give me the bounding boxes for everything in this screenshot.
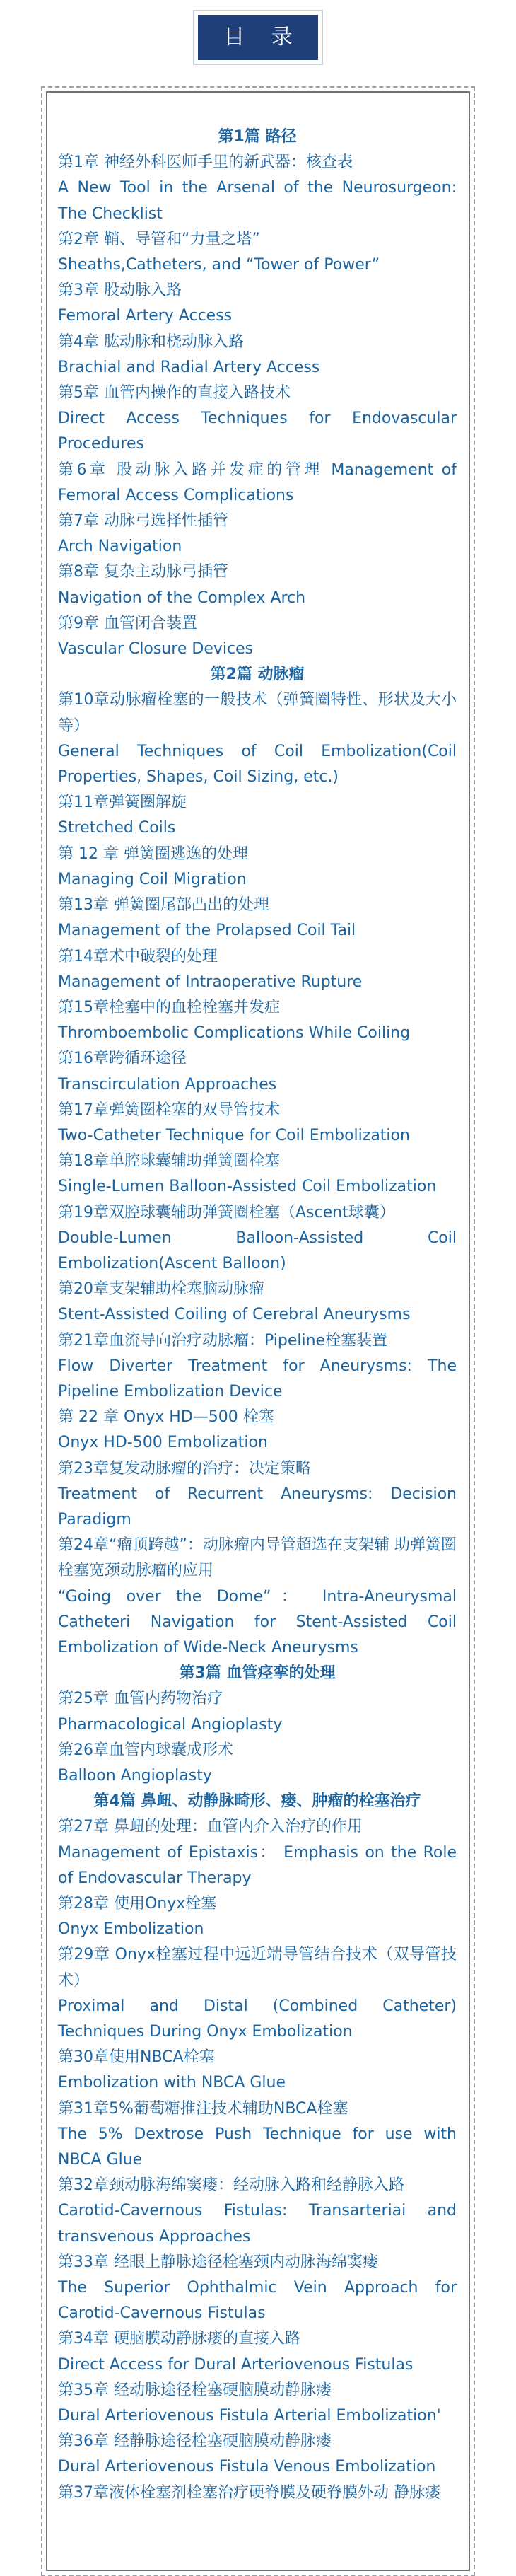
toc-line: Embolization with NBCA Glue bbox=[58, 2074, 286, 2092]
toc-line: 第32章颈动脉海绵窦瘘：经动脉入路和经静脉入路 bbox=[58, 2176, 404, 2195]
toc-line: Flow Diverter Treatment for Aneurysms: The Pipeline Embolization Device bbox=[58, 1357, 457, 1400]
toc-line: 第3章 股动脉入路 bbox=[58, 282, 182, 300]
toc-line: 第15章栓塞中的血栓栓塞并发症 bbox=[58, 998, 280, 1016]
toc-line: Dural Arteriovenous Fistula Arterial Embolization' bbox=[58, 2407, 441, 2425]
toc-line: 第13章 弹簧圈尾部凸出的处理 bbox=[58, 896, 269, 915]
toc-line: General Techniques of Coil Embolization(Coil Properties, Shapes, Coil Sizing, etc.) bbox=[58, 742, 457, 787]
toc-line: Pharmacological Angioplasty bbox=[58, 1715, 283, 1734]
part-heading: 第3篇 血管痉挛的处理 bbox=[179, 1664, 336, 1683]
toc-line: Double-Lumen Balloon-Assisted Coil Embolization(Ascent Balloon) bbox=[58, 1229, 457, 1272]
toc-line: 第36章 经静脉途径栓塞硬脑膜动静脉瘘 bbox=[58, 2432, 332, 2451]
toc-line: 第17章弹簧圈栓塞的双导管技术 bbox=[58, 1101, 280, 1119]
toc-line: Vascular Closure Devices bbox=[58, 640, 254, 658]
toc-line: Managing Coil Migration bbox=[58, 870, 247, 888]
toc-line: 第 22 章 Onyx HD—500 栓塞 bbox=[58, 1408, 274, 1427]
toc-line: 第34章 硬脑膜动静脉瘘的直接入路 bbox=[58, 2330, 300, 2348]
toc-line: Femoral Artery Access bbox=[58, 307, 233, 325]
toc-line: “Going over the Dome”： Intra-Aneurysmal Catheteri Navigation for Stent-Assisted Coil Embolization of Wide-Neck Aneurysms bbox=[58, 1587, 457, 1657]
toc-line: Treatment of Recurrent Aneurysms: Decision Paradigm bbox=[58, 1485, 457, 1528]
toc-line: 第20章支架辅助栓塞脑动脉瘤 bbox=[58, 1280, 264, 1299]
toc-line: 第10章动脉瘤栓塞的一般技术（弹簧圈特性、形状及大小等） bbox=[58, 691, 457, 735]
toc-line: Management of Epistaxis： Emphasis on the Role of Endovascular Therapy bbox=[58, 1843, 457, 1887]
toc-line: Navigation of the Complex Arch bbox=[58, 588, 306, 607]
toc-line: 第30章使用NBCA栓塞 bbox=[58, 2048, 215, 2067]
page-title: 目 录 bbox=[198, 15, 318, 60]
part-heading: 第2篇 动脉瘤 bbox=[210, 666, 305, 684]
title-frame bbox=[193, 10, 323, 65]
toc-line: Transcirculation Approaches bbox=[58, 1075, 277, 1093]
toc-line: 第31章5%葡萄糖推注技术辅助NBCA栓塞 bbox=[58, 2099, 348, 2118]
toc-line: 第16章跨循环途径 bbox=[58, 1050, 187, 1068]
toc-line: Stent-Assisted Coiling of Cerebral Aneurysms bbox=[58, 1306, 411, 1324]
toc-line: 第7章 动脉弓选择性插管 bbox=[58, 512, 228, 530]
toc-line: Two-Catheter Technique for Coil Embolization bbox=[58, 1126, 410, 1144]
toc-line: 第5章 血管内操作的直接入路技术 bbox=[58, 384, 291, 402]
toc-line: The Superior Ophthalmic Vein Approach for Carotid-Cavernous Fistulas bbox=[58, 2279, 457, 2323]
toc-line: 第33章 经眼上静脉途径栓塞颈内动脉海绵窦瘘 bbox=[58, 2253, 378, 2271]
toc-line: 第9章 血管闭合装置 bbox=[58, 614, 197, 632]
toc-line: 第23章复发动脉瘤的治疗：决定策略 bbox=[58, 1459, 311, 1478]
table-of-contents bbox=[58, 124, 457, 2506]
toc-line: 第4章 肱动脉和桡动脉入路 bbox=[58, 332, 244, 351]
toc-line: Management of Intraoperative Rupture bbox=[58, 973, 363, 991]
part-heading: 第4篇 鼻衄、动静脉畸形、瘘、肿瘤的栓塞治疗 bbox=[93, 1792, 421, 1811]
toc-line: 第24章“瘤顶跨越”：动脉瘤内导管超选在支架辅 助弹簧圈栓塞宽颈动脉瘤的应用 bbox=[58, 1536, 457, 1580]
toc-line: Single-Lumen Balloon-Assisted Coil Embolization bbox=[58, 1178, 437, 1196]
toc-line: 第29章 Onyx栓塞过程中远近端导管结合技术（双导管技术） bbox=[58, 1946, 457, 1990]
toc-line: Arch Navigation bbox=[58, 538, 182, 556]
toc-line: Direct Access Techniques for Endovascular Procedures bbox=[58, 410, 457, 453]
toc-line: 第14章术中破裂的处理 bbox=[58, 947, 218, 965]
toc-line: 第27章 鼻衄的处理：血管内介入治疗的作用 bbox=[58, 1818, 363, 1836]
title-wrap bbox=[0, 10, 516, 65]
toc-line: 第25章 血管内药物治疗 bbox=[58, 1690, 223, 1708]
toc-line: 第18章单腔球囊辅助弹簧圈栓塞 bbox=[58, 1152, 280, 1171]
toc-line: A New Tool in the Arsenal of the Neurosurgeon: The Checklist bbox=[58, 179, 457, 223]
toc-line: Direct Access for Dural Arteriovenous Fistulas bbox=[58, 2355, 414, 2374]
toc-line: 第2章 鞘、导管和“力量之塔” bbox=[58, 230, 260, 248]
toc-line: Onyx Embolization bbox=[58, 1920, 204, 1939]
toc-line: 第28章 使用Onyx栓塞 bbox=[58, 1895, 217, 1913]
toc-line: Management of the Prolapsed Coil Tail bbox=[58, 922, 356, 940]
toc-line: Brachial and Radial Artery Access bbox=[58, 358, 320, 376]
toc-line: Dural Arteriovenous Fistula Venous Embolization bbox=[58, 2458, 436, 2476]
toc-line: The 5% Dextrose Push Technique for use with NBCA Glue bbox=[58, 2125, 457, 2169]
toc-line: Sheaths,Catheters, and “Tower of Power” bbox=[58, 256, 380, 274]
toc-line: 第21章血流导向治疗动脉瘤：Pipeline栓塞装置 bbox=[58, 1331, 388, 1350]
toc-line: Stretched Coils bbox=[58, 819, 176, 837]
toc-line: Onyx HD-500 Embolization bbox=[58, 1434, 268, 1452]
toc-line: 第35章 经动脉途径栓塞硬脑膜动静脉瘘 bbox=[58, 2381, 332, 2399]
toc-line: 第26章血管内球囊成形术 bbox=[58, 1741, 233, 1759]
toc-line: 第1章 神经外科医师手里的新武器：核查表 bbox=[58, 153, 353, 172]
toc-line: 第8章 复杂主动脉弓插管 bbox=[58, 563, 228, 581]
toc-line: 第37章液体栓塞剂栓塞治疗硬脊膜及硬脊膜外动 静脉瘘 bbox=[58, 2483, 440, 2502]
toc-line: 第6章 股动脉入路并发症的管理 Management of Femoral Access Complications bbox=[58, 460, 457, 504]
toc-line: Thromboembolic Complications While Coiling bbox=[58, 1024, 411, 1043]
part-heading: 第1篇 路径 bbox=[218, 128, 297, 146]
toc-line: 第19章双腔球囊辅助弹簧圈栓塞（Ascent球囊） bbox=[58, 1203, 395, 1222]
toc-line: Proximal and Distal (Combined Catheter) Techniques During Onyx Embolization bbox=[58, 1997, 457, 2041]
toc-line: 第 12 章 弹簧圈逃逸的处理 bbox=[58, 845, 248, 863]
toc-line: Balloon Angioplasty bbox=[58, 1767, 212, 1785]
toc-line: 第11章弹簧圈解旋 bbox=[58, 794, 187, 812]
toc-line: Carotid-Cavernous Fistulas: Transarteriai and transvenous Approaches bbox=[58, 2202, 457, 2246]
